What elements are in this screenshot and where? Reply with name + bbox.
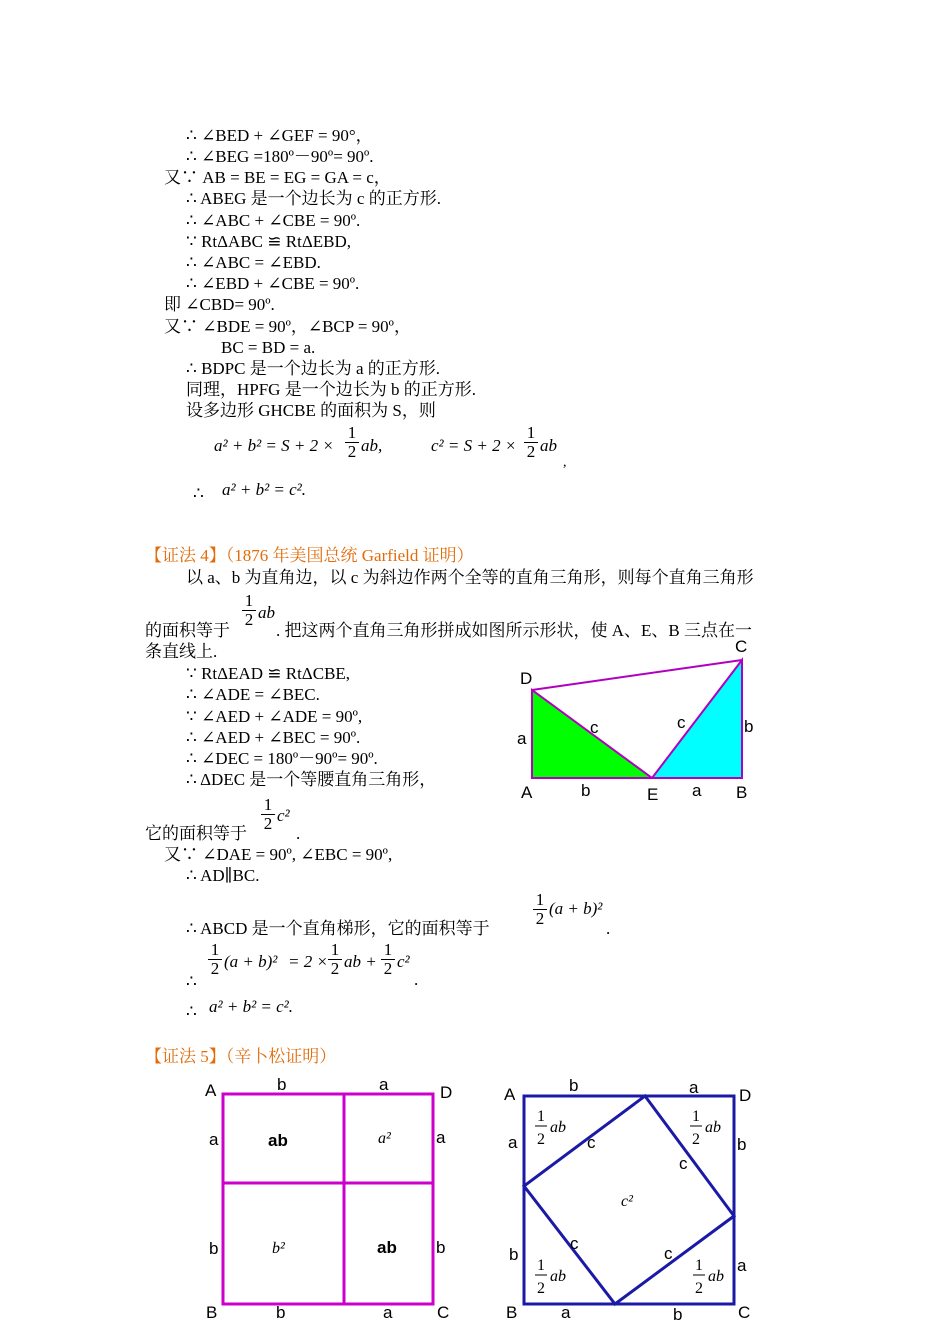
frac-den: 2 — [535, 909, 545, 928]
hyp-c-label: c — [679, 1154, 688, 1173]
label-D: D — [739, 1086, 752, 1105]
eq-plus: ab + — [344, 952, 377, 971]
period: . — [296, 824, 301, 843]
proof3-line: 又∵ AB = BE = EG = GA = c， — [164, 168, 391, 187]
proof4-area: 它的面积等于 — [145, 824, 247, 843]
proof4-line: ∴ ∠DEC = 180º－90º= 90º. — [186, 749, 378, 768]
right-a-label: a — [436, 1128, 446, 1147]
label-A: A — [521, 783, 533, 802]
frac-num: 1 — [383, 940, 393, 959]
frac-den: 2 — [330, 959, 340, 978]
c2-term: c² — [277, 806, 290, 825]
frac-num: 1 — [330, 940, 340, 959]
bottom-a-label: a — [561, 1303, 571, 1322]
hyp-c-label: c — [664, 1244, 673, 1263]
eq1-tail: ab, — [361, 436, 383, 455]
proof3-conclusion: a² + b² = c². — [222, 480, 307, 499]
cell-ab: ab — [377, 1238, 397, 1257]
center-c2: c² — [621, 1193, 633, 1210]
proof4-conclusion: a² + b² = c². — [209, 997, 294, 1016]
proof4-intro: . 把这两个直角三角形拼成如图所示形状，使 A、E、B 三点在一 — [276, 621, 752, 640]
bottom-b-label: b — [673, 1305, 683, 1324]
proof3-line: ∴ ∠BED + ∠GEF = 90°， — [186, 126, 373, 145]
frac-num: 1 — [537, 1108, 545, 1125]
proof3-line: ∵ RtΔABC ≌ RtΔEBD, — [186, 232, 352, 251]
label-B: B — [506, 1303, 518, 1322]
proof4-intro: 以 a、b 为直角边，以 c 为斜边作两个全等的直角三角形，则每个直角三角形 — [186, 568, 754, 587]
side-c-label: c — [677, 713, 686, 732]
frac-num: 1 — [695, 1257, 703, 1274]
hyp-c-label: c — [570, 1234, 579, 1253]
ab-term: ab — [705, 1119, 721, 1136]
cell-a2: a² — [378, 1130, 391, 1147]
ab-term: ab — [550, 1268, 566, 1285]
apb2-term: (a + b)² — [224, 952, 278, 971]
frac-den: 2 — [263, 814, 273, 833]
proof3-line: ∴ ∠ABC + ∠CBE = 90º. — [186, 211, 361, 230]
proof3-line: 又∵ ∠BDE = 90º，∠BCP = 90º， — [164, 317, 411, 336]
frac-den: 2 — [695, 1280, 703, 1297]
label-B: B — [736, 783, 748, 802]
hyp-c-label: c — [587, 1133, 596, 1152]
top-b-label: b — [569, 1076, 579, 1095]
top-b-label: b — [277, 1075, 287, 1094]
c2-term: c² — [397, 952, 410, 971]
frac-den: 2 — [537, 1131, 545, 1148]
proof4-trapezoid: ∴ ABCD 是一个直角梯形，它的面积等于 — [186, 919, 490, 938]
period: . — [606, 919, 611, 938]
left-b-label: b — [509, 1245, 519, 1264]
label-D: D — [520, 669, 533, 688]
proof4-line: ∴ ∠AED + ∠BEC = 90º. — [186, 728, 361, 747]
proof3-line: ∴ ABEG 是一个边长为 c 的正方形. — [186, 189, 441, 208]
label-E: E — [647, 785, 659, 804]
proof3-line: ∴ ∠BEG =180º－90º= 90º. — [186, 147, 374, 166]
proof4-line: ∵ RtΔEAD ≌ RtΔCBE, — [186, 664, 351, 683]
proof4-intro: 的面积等于 — [145, 621, 230, 640]
frac-den: 2 — [526, 442, 536, 461]
label-C: C — [437, 1303, 450, 1322]
proof3-line: BC = BD = a. — [221, 338, 316, 357]
tri-area-top-right — [690, 1108, 721, 1148]
frac-den: 2 — [347, 442, 357, 461]
ab-term: ab — [708, 1268, 724, 1285]
therefore-symbol: ∴ — [186, 1002, 197, 1021]
frac-num: 1 — [535, 890, 545, 909]
frac-num: 1 — [347, 423, 357, 442]
right-a-label: a — [737, 1256, 747, 1275]
proof4-intro: 条直线上. — [145, 642, 218, 661]
tri-area-bottom-right — [693, 1257, 724, 1297]
right-b-label: b — [737, 1135, 747, 1154]
tri-area-top-left — [535, 1108, 566, 1148]
proof3-line: 设多边形 GHCBE 的面积为 S，则 — [186, 401, 436, 420]
side-a-label: a — [517, 729, 527, 748]
proof4-line: ∴ ∠ADE = ∠BEC. — [186, 685, 320, 704]
frac-den: 2 — [210, 959, 220, 978]
label-D: D — [440, 1083, 453, 1102]
proof4-line: ∵ ∠AED + ∠ADE = 90º, — [186, 707, 363, 726]
eq-right: = 2 × — [288, 952, 328, 971]
therefore-symbol: ∴ — [193, 484, 204, 503]
proof3-line: 即 ∠CBD= 90º. — [164, 295, 275, 314]
frac-num: 1 — [263, 795, 273, 814]
frac-num: 1 — [526, 423, 536, 442]
label-A: A — [504, 1085, 516, 1104]
proof4-heading: 【证法 4】（1876 年美国总统 Garfield 证明） — [145, 546, 474, 565]
cell-ab: ab — [268, 1131, 288, 1150]
frac-den: 2 — [383, 959, 393, 978]
left-a-label: a — [209, 1130, 219, 1149]
proof3-line: ∴ ∠EBD + ∠CBE = 90º. — [186, 274, 360, 293]
right-b-label: b — [436, 1238, 446, 1257]
frac-den: 2 — [537, 1280, 545, 1297]
eq2-left: c² = S + 2 × — [431, 436, 517, 455]
label-A: A — [205, 1081, 217, 1100]
bottom-b-label: b — [276, 1303, 286, 1322]
proof3-line: ∴ ∠ABC = ∠EBD. — [186, 253, 321, 272]
label-C: C — [738, 1303, 751, 1322]
frac-num: 1 — [210, 940, 220, 959]
top-a-label: a — [689, 1078, 699, 1097]
eq-comma: , — [563, 455, 567, 470]
side-b-label: b — [581, 781, 591, 800]
frac-den: 2 — [244, 610, 254, 629]
proof5-heading: 【证法 5】（辛卜松证明） — [145, 1047, 337, 1066]
period: . — [414, 970, 419, 989]
eq2-tail: ab — [540, 436, 557, 455]
proof3-line: ∴ BDPC 是一个边长为 a 的正方形. — [186, 359, 441, 378]
side-b-label: b — [744, 717, 754, 736]
frac-den: 2 — [692, 1131, 700, 1148]
ab-term: ab — [550, 1119, 566, 1136]
side-c-label: c — [590, 718, 599, 737]
eq1-left: a² + b² = S + 2 × — [214, 436, 334, 455]
side-a-label: a — [692, 781, 702, 800]
frac-num: 1 — [537, 1257, 545, 1274]
frac-num: 1 — [692, 1108, 700, 1125]
label-B: B — [206, 1303, 218, 1322]
cell-b2: b² — [272, 1240, 285, 1257]
top-a-label: a — [379, 1075, 389, 1094]
proof4-line: ∴ AD∥BC. — [186, 866, 260, 885]
proof4-line: ∴ ΔDEC 是一个等腰直角三角形， — [186, 770, 437, 789]
left-a-label: a — [508, 1133, 518, 1152]
left-b-label: b — [209, 1239, 219, 1258]
proof3-line: 同理，HPFG 是一个边长为 b 的正方形. — [186, 380, 476, 399]
ab-term: ab — [258, 603, 275, 622]
bottom-a-label: a — [383, 1303, 393, 1322]
therefore-symbol: ∴ — [186, 972, 197, 991]
proof4-line: 又∵ ∠DAE = 90º, ∠EBC = 90º, — [164, 845, 393, 864]
frac-num: 1 — [244, 591, 254, 610]
label-C: C — [735, 637, 748, 656]
tri-area-bottom-left — [535, 1257, 566, 1297]
apb2-term: (a + b)² — [549, 899, 603, 918]
